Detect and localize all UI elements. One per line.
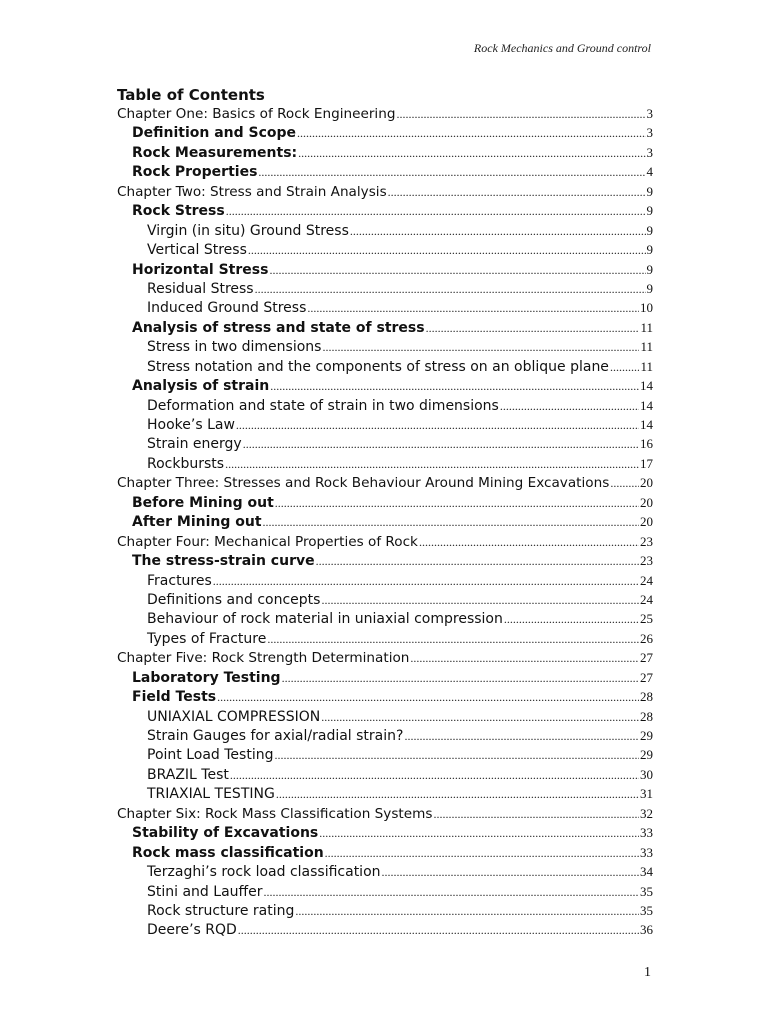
toc-entry-page: 27 xyxy=(640,650,653,666)
toc-entry-page: 11 xyxy=(640,358,653,374)
toc-entry-title: Terzaghi’s rock load classification xyxy=(147,864,381,881)
page-number: 1 xyxy=(644,965,651,980)
toc-entry-title: Strain energy xyxy=(147,436,242,453)
toc-entry-page: 33 xyxy=(640,825,653,841)
toc-entry-page: 34 xyxy=(640,864,653,880)
toc-entry-page: 3 xyxy=(646,125,653,141)
toc-entry[interactable] xyxy=(117,631,653,650)
toc-dot-leader xyxy=(295,904,639,919)
toc-dot-leader xyxy=(248,243,646,258)
toc-entry-title: Chapter Five: Rock Strength Determination xyxy=(117,650,410,667)
toc-dot-leader xyxy=(236,418,639,433)
toc-dot-leader xyxy=(243,437,639,452)
toc-entry-title: Horizontal Stress xyxy=(132,261,269,278)
toc-entry[interactable] xyxy=(117,359,653,378)
toc-dot-leader xyxy=(610,360,640,375)
toc-entry-page: 29 xyxy=(640,728,653,743)
toc-entry-title: Laboratory Testing xyxy=(132,669,281,686)
toc-dot-leader xyxy=(238,923,639,938)
table-of-contents xyxy=(117,86,653,942)
toc-dot-leader xyxy=(225,457,639,472)
toc-entry-title: Deere’s RQD xyxy=(147,922,237,939)
toc-title: Table of Contents xyxy=(117,86,265,104)
toc-dot-leader xyxy=(426,321,640,336)
toc-dot-leader xyxy=(226,204,646,219)
toc-entry[interactable] xyxy=(117,845,653,864)
toc-entry-title: Definition and Scope xyxy=(132,125,297,142)
toc-dot-leader xyxy=(258,165,645,180)
toc-entry[interactable] xyxy=(117,573,653,592)
toc-dot-leader xyxy=(217,690,639,705)
toc-entry-page: 35 xyxy=(640,883,653,899)
toc-entry-page: 9 xyxy=(646,203,653,219)
toc-entry[interactable] xyxy=(117,553,653,572)
toc-entry-page: 28 xyxy=(640,708,653,724)
toc-entry-title: Chapter Six: Rock Mass Classification Systems xyxy=(117,805,433,822)
toc-entry-title: Rock mass classification xyxy=(132,844,324,861)
toc-entry[interactable] xyxy=(117,689,653,708)
toc-entry-title: Rock Measurements: xyxy=(132,144,298,161)
toc-entry-page: 27 xyxy=(640,669,653,685)
toc-entry[interactable] xyxy=(117,806,653,825)
toc-dot-leader xyxy=(263,515,639,530)
toc-entry[interactable] xyxy=(117,903,653,922)
toc-dot-leader xyxy=(267,632,639,647)
toc-entry-page: 9 xyxy=(646,261,653,277)
toc-entry[interactable] xyxy=(117,650,653,669)
toc-entry-title: Hooke’s Law xyxy=(147,417,235,433)
toc-entry[interactable] xyxy=(117,281,653,300)
toc-entry[interactable] xyxy=(117,164,653,183)
toc-entry-page: 33 xyxy=(640,844,653,860)
toc-entry-page: 32 xyxy=(640,805,653,821)
toc-entry-page: 20 xyxy=(640,514,653,530)
toc-entry[interactable] xyxy=(117,242,653,261)
toc-dot-leader xyxy=(410,651,639,666)
toc-entry-page: 17 xyxy=(640,455,653,471)
toc-entry[interactable] xyxy=(117,262,653,281)
toc-entry-title: Chapter Three: Stresses and Rock Behaviour Around Mining Excavations xyxy=(117,475,610,492)
toc-dot-leader xyxy=(500,399,639,414)
toc-dot-leader xyxy=(504,612,639,627)
toc-entry[interactable] xyxy=(117,184,653,203)
toc-entry-title: Stability of Excavations xyxy=(132,825,319,842)
toc-entry[interactable] xyxy=(117,378,653,397)
toc-entry-page: 4 xyxy=(646,164,653,180)
toc-dot-leader xyxy=(321,710,639,725)
toc-dot-leader xyxy=(274,748,639,763)
toc-entry-title: UNIAXIAL COMPRESSION xyxy=(147,708,321,725)
toc-entry-title: Before Mining out xyxy=(132,494,274,511)
toc-entry-title: The stress-strain curve xyxy=(132,553,315,570)
toc-entry[interactable] xyxy=(117,125,653,144)
toc-entry-page: 25 xyxy=(640,611,653,627)
toc-entry[interactable] xyxy=(117,884,653,903)
toc-entry-page: 36 xyxy=(640,922,653,938)
toc-entry-page: 14 xyxy=(640,378,653,394)
toc-entry-title: Stress in two dimensions xyxy=(147,339,322,356)
toc-entry-title: Strain Gauges for axial/radial strain? xyxy=(147,728,404,744)
toc-entry[interactable] xyxy=(117,339,653,358)
toc-entry-title: Chapter Four: Mechanical Properties of Rock xyxy=(117,533,418,550)
toc-entry-title: Rock Stress xyxy=(132,203,225,220)
toc-entry-title: Residual Stress xyxy=(147,280,254,297)
toc-entry[interactable] xyxy=(117,592,653,611)
toc-entry-title: Analysis of strain xyxy=(132,378,270,395)
toc-entry[interactable] xyxy=(117,514,653,533)
toc-entry-title: Stress notation and the components of stress on an oblique plane xyxy=(147,358,609,375)
toc-entry-title: TRIAXIAL TESTING xyxy=(147,786,275,803)
toc-entry-page: 23 xyxy=(640,553,653,569)
toc-entry[interactable] xyxy=(117,300,653,319)
toc-entry[interactable] xyxy=(117,611,653,630)
toc-dot-leader xyxy=(319,826,639,841)
toc-dot-leader xyxy=(325,846,639,861)
toc-entry-page: 31 xyxy=(640,786,653,802)
toc-entry-title: Chapter One: Basics of Rock Engineering xyxy=(117,106,396,122)
toc-dot-leader xyxy=(264,885,639,900)
toc-dot-leader xyxy=(433,807,639,822)
toc-entry-page: 9 xyxy=(646,242,653,258)
toc-entry[interactable] xyxy=(117,670,653,689)
toc-entry-title: Types of Fracture xyxy=(147,630,267,647)
toc-entry-title: Behaviour of rock material in uniaxial compression xyxy=(147,611,503,628)
toc-dot-leader xyxy=(297,126,645,141)
toc-entry-page: 26 xyxy=(640,630,653,646)
toc-entry-title: Chapter Two: Stress and Strain Analysis xyxy=(117,183,387,200)
toc-entry-page: 29 xyxy=(640,747,653,763)
toc-entry-title: Definitions and concepts xyxy=(147,591,321,608)
toc-entry-page: 10 xyxy=(640,300,653,316)
toc-entry[interactable] xyxy=(117,728,653,747)
toc-dot-leader xyxy=(213,574,639,589)
toc-dot-leader xyxy=(322,340,639,355)
toc-entry-page: 24 xyxy=(640,591,653,607)
toc-entry-page: 9 xyxy=(646,183,653,199)
toc-entry[interactable] xyxy=(117,436,653,455)
toc-entry[interactable] xyxy=(117,495,653,514)
toc-entry-title: Vertical Stress xyxy=(147,242,247,259)
toc-entry-page: 30 xyxy=(640,766,653,782)
toc-entry[interactable] xyxy=(117,223,653,242)
toc-dot-leader xyxy=(316,554,639,569)
toc-dot-leader xyxy=(230,768,639,783)
toc-entry-page: 28 xyxy=(640,689,653,705)
toc-dot-leader xyxy=(282,671,639,686)
toc-entry[interactable] xyxy=(117,417,653,436)
toc-entry[interactable] xyxy=(117,767,653,786)
toc-entry-page: 3 xyxy=(646,106,653,121)
toc-entry-title: Virgin (in situ) Ground Stress xyxy=(147,222,349,239)
toc-entry-page: 20 xyxy=(640,475,653,491)
toc-entry-page: 11 xyxy=(640,319,653,335)
toc-entry-page: 9 xyxy=(646,222,653,238)
toc-dot-leader xyxy=(321,593,639,608)
toc-entry[interactable] xyxy=(117,786,653,805)
toc-entry[interactable] xyxy=(117,747,653,766)
toc-entry[interactable] xyxy=(117,864,653,883)
toc-entry-page: 23 xyxy=(640,533,653,549)
toc-entry-page: 24 xyxy=(640,572,653,588)
toc-entry-title: Point Load Testing xyxy=(147,747,274,764)
toc-entry[interactable] xyxy=(117,106,653,125)
toc-dot-leader xyxy=(419,535,639,550)
toc-dot-leader xyxy=(276,787,639,802)
toc-entry[interactable] xyxy=(117,922,653,941)
toc-entry-page: 14 xyxy=(640,417,653,432)
toc-dot-leader xyxy=(404,729,639,744)
running-header: Rock Mechanics and Ground control xyxy=(473,41,651,55)
toc-dot-leader xyxy=(255,282,646,297)
toc-dot-leader xyxy=(275,496,639,511)
toc-entry-page: 9 xyxy=(646,280,653,296)
toc-dot-leader xyxy=(382,865,639,880)
toc-dot-leader xyxy=(350,224,646,239)
toc-dot-leader xyxy=(269,263,645,278)
toc-entry-page: 20 xyxy=(640,494,653,510)
toc-entry-page: 14 xyxy=(640,397,653,413)
toc-entry-page: 35 xyxy=(640,902,653,918)
toc-entry-title: Stini and Lauffer xyxy=(147,883,263,900)
toc-entry[interactable] xyxy=(117,145,653,164)
toc-entry-page: 11 xyxy=(640,339,653,355)
toc-entry-title: Fractures xyxy=(147,572,212,589)
toc-entry[interactable] xyxy=(117,534,653,553)
toc-entry-title: Analysis of stress and state of stress xyxy=(132,319,425,336)
toc-dot-leader xyxy=(298,146,645,161)
toc-entry[interactable] xyxy=(117,320,653,339)
toc-entry[interactable] xyxy=(117,398,653,417)
toc-dot-leader xyxy=(388,185,646,200)
toc-entry-title: Rock Properties xyxy=(132,164,258,181)
toc-dot-leader xyxy=(307,301,639,316)
toc-entry[interactable] xyxy=(117,475,653,494)
toc-entry[interactable] xyxy=(117,825,653,844)
toc-entry-list xyxy=(117,106,653,942)
toc-entry-title: BRAZIL Test xyxy=(147,766,229,783)
toc-dot-leader xyxy=(270,379,639,394)
toc-entry-title: After Mining out xyxy=(132,514,262,531)
toc-entry[interactable] xyxy=(117,709,653,728)
toc-entry-title: Rock structure rating xyxy=(147,902,295,919)
toc-entry-page: 3 xyxy=(646,144,653,160)
toc-entry-title: Field Tests xyxy=(132,689,217,706)
toc-entry[interactable] xyxy=(117,203,653,222)
toc-dot-leader xyxy=(396,107,645,122)
toc-entry-title: Rockbursts xyxy=(147,455,225,472)
toc-entry-title: Induced Ground Stress xyxy=(147,300,307,317)
toc-entry[interactable] xyxy=(117,456,653,475)
toc-dot-leader xyxy=(610,476,639,491)
toc-entry-title: Deformation and state of strain in two dimensions xyxy=(147,397,499,414)
toc-entry-page: 16 xyxy=(640,436,653,452)
